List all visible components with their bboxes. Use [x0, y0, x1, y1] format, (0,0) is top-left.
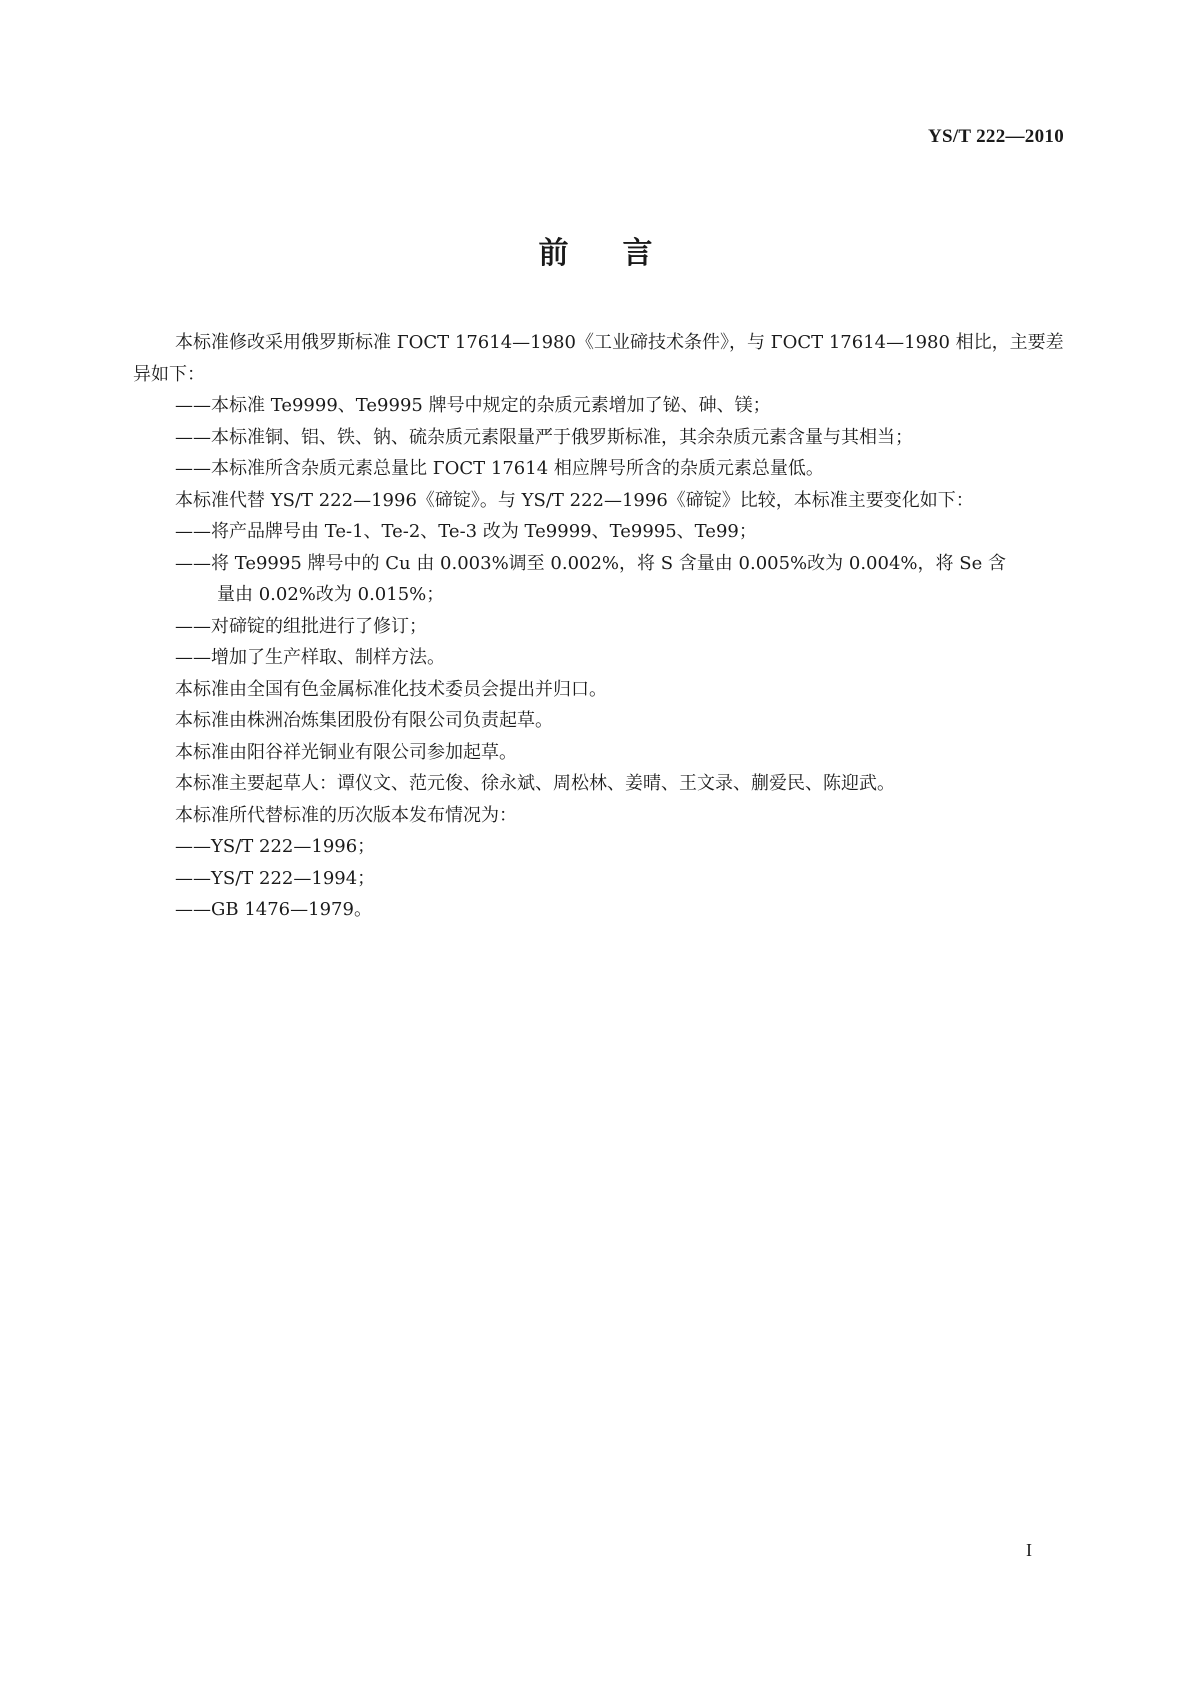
list-item-change-2-line-2: 量由 0.02%改为 0.015%； — [217, 584, 445, 605]
list-item-difference-1: ——本标准 Te9999、Te9995 牌号中规定的杂质元素增加了铋、砷、镁； — [175, 395, 771, 416]
list-item-history-3: ——GB 1476—1979。 — [175, 899, 372, 920]
standard-code: YS/T 222—2010 — [927, 126, 1064, 147]
page-title: 前言 — [538, 236, 707, 271]
paragraph-proposed-by: 本标准由全国有色金属标准化技术委员会提出并归口。 — [175, 678, 607, 700]
list-item-change-4: ——增加了生产样取、制样方法。 — [175, 647, 445, 668]
paragraph-history: 本标准所代替标准的历次版本发布情况为： — [175, 804, 517, 826]
list-item-change-3: ——对碲锭的组批进行了修订； — [175, 615, 427, 637]
paragraph-participated: 本标准由阳谷祥光铜业有限公司参加起草。 — [175, 741, 517, 763]
list-item-difference-2: ——本标准铜、铝、铁、钠、硫杂质元素限量严于俄罗斯标准，其余杂质元素含量与其相当； — [175, 426, 913, 448]
paragraph-drafters: 本标准主要起草人：谭仪文、范元俊、徐永斌、周松林、姜晴、王文录、蒯爱民、陈迎武。 — [175, 773, 895, 794]
list-item-change-1: ——将产品牌号由 Te-1、Te-2、Te-3 改为 Te9999、Te9995、Te99； — [175, 521, 757, 542]
list-item-change-2 — [133, 548, 1067, 611]
paragraph-drafted-by: 本标准由株洲冶炼集团股份有限公司负责起草。 — [175, 710, 553, 731]
list-item-change-2-line-1: ——将 Te9995 牌号中的 Cu 由 0.003%调至 0.002%，将 S 含量由 0.005%改为 0.004%，将 Se 含 — [175, 552, 1006, 574]
paragraph-adoption: 本标准修改采用俄罗斯标准 ГОСТ 17614—1980《工业碲技术条件》，与 ГОСТ 17614—1980 相比，主要差异如下： — [133, 332, 1064, 385]
paragraph-replaces: 本标准代替 YS/T 222—1996《碲锭》。与 YS/T 222—1996《碲锭》比较，本标准主要变化如下： — [175, 489, 974, 511]
list-item-history-1: ——YS/T 222—1996； — [175, 836, 376, 857]
document-body — [133, 327, 1067, 926]
page-number: I — [1026, 1540, 1032, 1560]
list-item-difference-3: ——本标准所含杂质元素总量比 ГОСТ 17614 相应牌号所含的杂质元素总量低。 — [175, 458, 824, 479]
list-item-history-2: ——YS/T 222—1994； — [175, 867, 376, 889]
